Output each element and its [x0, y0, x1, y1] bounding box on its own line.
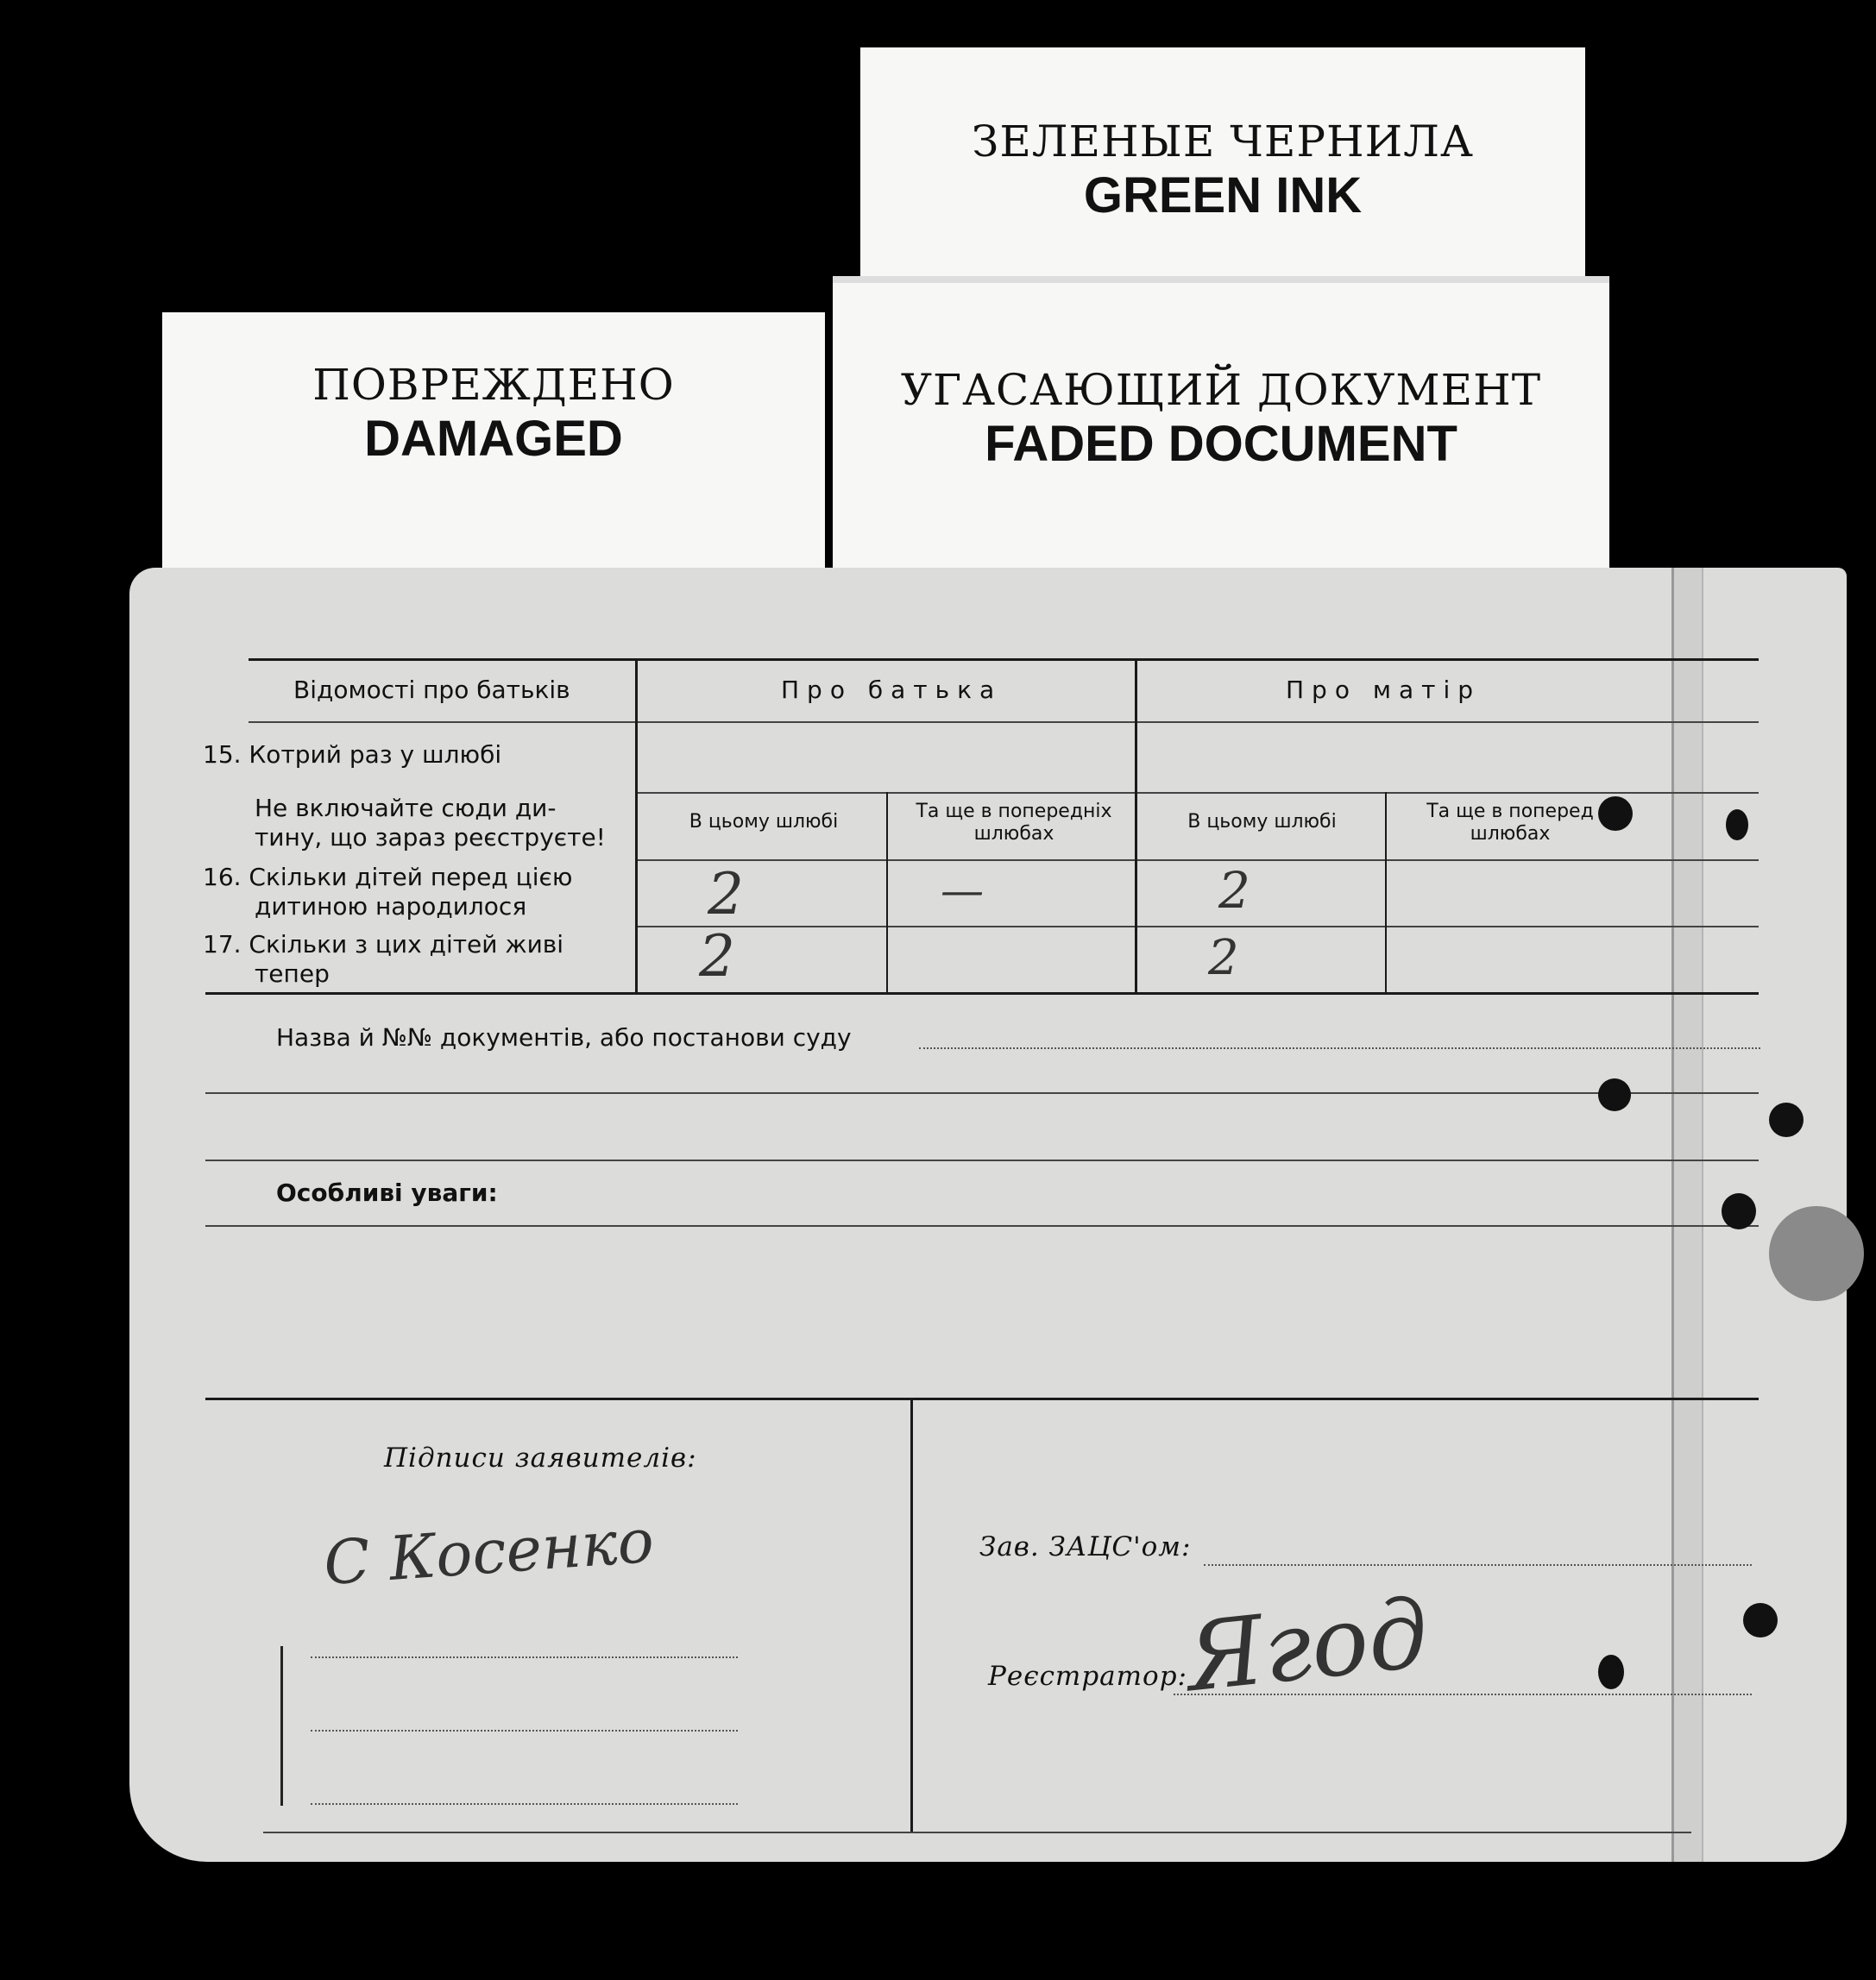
row17-label-line1: 17. Скільки з цих дітей живі: [203, 930, 564, 959]
table-bottom-rule: [205, 992, 1759, 995]
row15-rule: [637, 792, 1759, 794]
header-mother: Про матір: [1286, 676, 1482, 704]
signature-line-1: [311, 1656, 738, 1658]
father-prev-header-line1: Та ще в попередніх: [916, 801, 1112, 822]
binding-strip: [1671, 568, 1703, 1862]
green-ink-label-card: [860, 47, 1585, 285]
subheader-rule: [637, 859, 1759, 861]
damaged-label-card: [162, 312, 825, 580]
row15-label: 15. Котрий раз у шлюбі: [203, 740, 502, 769]
r16-mother-this-value: 2: [1218, 861, 1250, 920]
documents-line-2: [205, 1092, 1759, 1094]
r16-father-this-value: 2: [708, 861, 744, 927]
note-line1: Не включайте сюди ди-: [255, 794, 557, 822]
documents-label: Назва й №№ документів, або постанови суду: [276, 1023, 852, 1052]
documents-dotted-line: [919, 1047, 1760, 1049]
faded-label-ru: УГАСАЮЩИЙ ДОКУМЕНТ: [900, 365, 1542, 415]
punch-hole: [1726, 809, 1748, 840]
form-bottom-rule: [263, 1832, 1691, 1833]
punch-hole: [1743, 1603, 1778, 1637]
col-divider-mother-sub: [1385, 792, 1387, 993]
punch-hole: [1722, 1193, 1756, 1229]
punch-hole: [1598, 1078, 1631, 1111]
registrar-label: Реєстратор:: [988, 1661, 1187, 1692]
damaged-label-en: DAMAGED: [364, 411, 623, 467]
punch-hole: [1598, 1655, 1624, 1689]
remarks-label: Особливі уваги:: [276, 1179, 498, 1207]
signature-section-divider: [910, 1398, 913, 1833]
punch-hole: [1598, 796, 1633, 831]
signature-section-rule: [205, 1398, 1759, 1400]
registration-form-page: [129, 568, 1847, 1862]
father-this-marriage-header: В цьому шлюбі: [689, 811, 839, 833]
registrar-signature: Ягод: [1181, 1577, 1434, 1713]
punch-hole: [1769, 1103, 1804, 1137]
signature-bracket: [280, 1646, 283, 1806]
row16-rule: [637, 926, 1759, 927]
header-bottom-rule: [249, 721, 1759, 723]
damaged-label-ru: ПОВРЕЖДЕНО: [312, 360, 675, 410]
row16-label-line2: дитиною народилося: [255, 892, 527, 921]
head-zags-label: Зав. ЗАЦС'ом:: [979, 1531, 1192, 1562]
father-prev-header-line2: шлюбах: [973, 823, 1054, 845]
r16-father-prev-value: —: [941, 865, 984, 915]
signature-line-3: [311, 1803, 738, 1805]
applicant-signature: С Косенко: [321, 1505, 657, 1600]
faded-document-label-card: [833, 276, 1609, 581]
header-info: Відомості про батьків: [293, 676, 570, 704]
signature-line-2: [311, 1730, 738, 1732]
mother-this-marriage-header: В цьому шлюбі: [1187, 811, 1337, 833]
green-ink-label-en: GREEN INK: [1083, 167, 1363, 223]
row16-label-line1: 16. Скільки дітей перед цією: [203, 863, 573, 891]
header-father: Про батька: [781, 676, 1003, 704]
r17-father-this-value: 2: [699, 923, 735, 990]
col-divider-father-mother: [1135, 658, 1137, 993]
head-zags-line: [1204, 1564, 1752, 1566]
row17-label-line2: тепер: [255, 959, 330, 988]
documents-line-3: [205, 1160, 1759, 1161]
faded-label-en: FADED DOCUMENT: [985, 416, 1457, 472]
r17-mother-this-value: 2: [1208, 930, 1239, 986]
signatures-label: Підписи заявителів:: [384, 1443, 697, 1474]
table-top-rule: [249, 658, 1759, 661]
mother-prev-header-line1: Та ще в поперед: [1426, 801, 1594, 822]
remarks-line: [205, 1225, 1759, 1227]
stain: [1769, 1206, 1864, 1301]
note-line2: тину, що зараз реєструєте!: [255, 823, 606, 852]
col-divider-father-sub: [886, 792, 888, 993]
green-ink-label-ru: ЗЕЛЕНЫЕ ЧЕРНИЛА: [972, 116, 1474, 167]
mother-prev-header-line2: шлюбах: [1470, 823, 1551, 845]
col-divider-info: [635, 658, 638, 993]
